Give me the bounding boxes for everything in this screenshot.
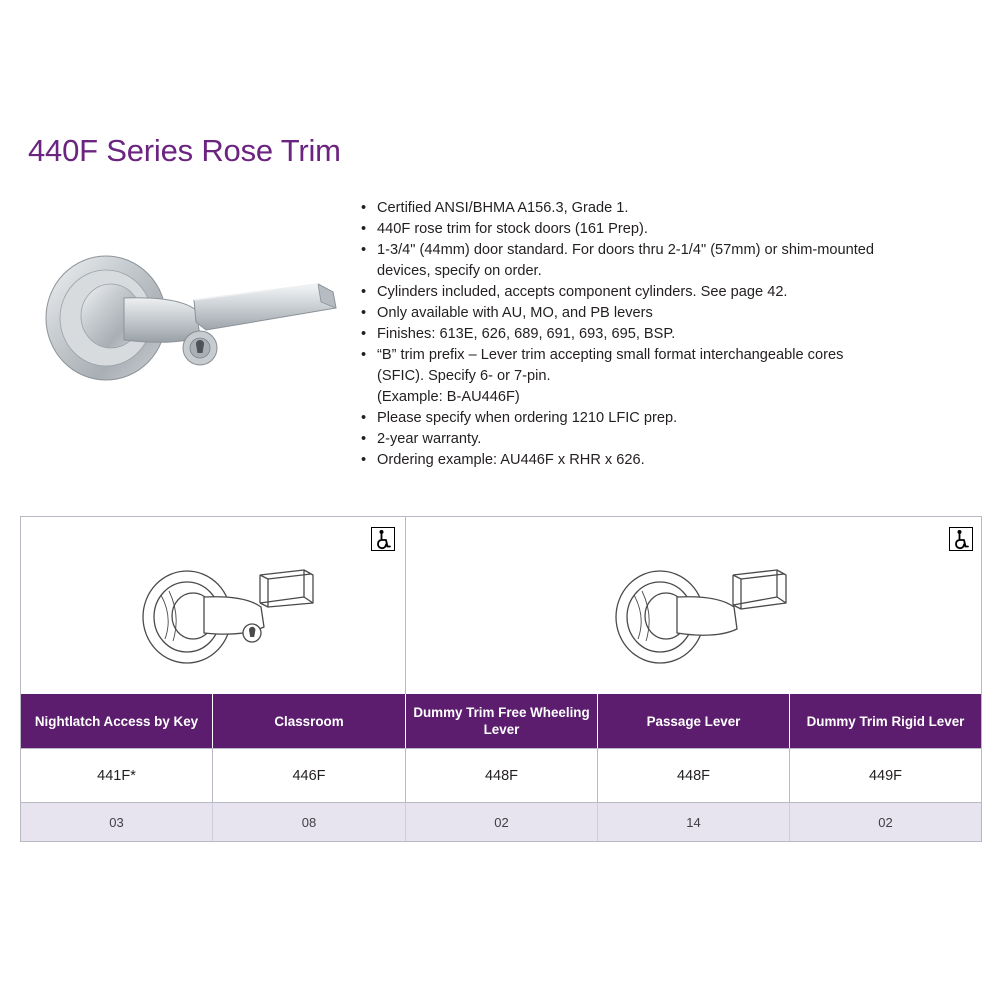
hero-lever-svg [18, 236, 348, 406]
quantity-cell: 02 [406, 803, 598, 841]
bullet-dot: • [361, 242, 367, 258]
ada-glyph [950, 528, 972, 550]
hero-lever-illustration [18, 236, 348, 406]
bullet-text-continued: devices, specify on order. [377, 263, 542, 279]
list-item [358, 408, 983, 429]
bullet-text: 440F rose trim for stock doors (161 Prep). [377, 221, 648, 237]
model-code-cell: 446F [213, 749, 406, 802]
model-code-cell: 441F* [21, 749, 213, 802]
quantity-cell: 02 [878, 814, 893, 830]
table-header-row [21, 694, 981, 748]
bullet-dot: • [361, 305, 367, 321]
column-header: Passage Lever [598, 694, 790, 748]
passage-lever-image-cell [406, 517, 983, 694]
model-code-cell: 448F [406, 749, 598, 802]
bullet-dot: • [361, 410, 367, 426]
bullet-text: Please specify when ordering 1210 LFIC prep. [377, 410, 678, 426]
list-item [358, 240, 983, 282]
ada-accessibility-icon [949, 527, 973, 551]
bullet-dot: • [361, 326, 367, 342]
table-image-row [21, 517, 981, 694]
bullet-text: Certified ANSI/BHMA A156.3, Grade 1. [377, 200, 629, 216]
list-item [358, 282, 983, 303]
table-row-model-codes [21, 748, 981, 802]
bullet-text: Ordering example: AU446F x RHR x 626. [377, 452, 645, 468]
bullet-text: 2-year warranty. [377, 431, 482, 447]
bullet-text: 1-3/4" (44mm) door standard. For doors thru 2-1/4" (57mm) or shim-mounted [377, 242, 875, 258]
quantity-cell: 03 [21, 803, 213, 841]
passage-lever-line-drawing [406, 517, 983, 693]
list-item [358, 450, 983, 471]
ada-glyph [372, 528, 394, 550]
bullet-text: “B” trim prefix – Lever trim accepting small format interchangeable cores [377, 347, 844, 363]
product-options-table [20, 516, 982, 842]
quantity-cell: 14 [598, 803, 790, 841]
quantity-cell: 08 [213, 803, 406, 841]
list-item [358, 429, 983, 450]
bullet-dot: • [361, 452, 367, 468]
column-header: Classroom [213, 694, 406, 748]
bullet-dot: • [361, 347, 367, 363]
list-item [358, 219, 983, 240]
model-code-cell: 448F [598, 749, 790, 802]
bullet-dot: • [361, 284, 367, 300]
bullet-text-continued: (SFIC). Specify 6- or 7-pin. [377, 368, 551, 384]
table-row-quantities [21, 802, 981, 841]
column-header: Nightlatch Access by Key [21, 694, 213, 748]
list-item [358, 345, 983, 408]
ada-accessibility-icon [371, 527, 395, 551]
bullet-text: Cylinders included, accepts component cylinders. See page 42. [377, 284, 788, 300]
feature-bullet-list [358, 198, 983, 471]
list-item [358, 324, 983, 345]
list-item [358, 303, 983, 324]
model-code-cell: 449F [868, 767, 903, 784]
column-header: Dummy Trim Free Wheeling Lever [406, 694, 598, 748]
keyed-lever-line-drawing [21, 517, 406, 693]
bullet-text: Finishes: 613E, 626, 689, 691, 693, 695, BSP. [377, 326, 676, 342]
bullet-dot: • [361, 431, 367, 447]
column-header: Dummy Trim Rigid Lever [806, 713, 965, 729]
bullet-text-example: (Example: B-AU446F) [377, 389, 520, 405]
list-item [358, 198, 983, 219]
bullet-dot: • [361, 221, 367, 237]
page-title: 440F Series Rose Trim [28, 133, 341, 168]
bullet-text: Only available with AU, MO, and PB levers [377, 305, 653, 321]
bullet-dot: • [361, 200, 367, 216]
keyed-lever-image-cell [21, 517, 406, 694]
